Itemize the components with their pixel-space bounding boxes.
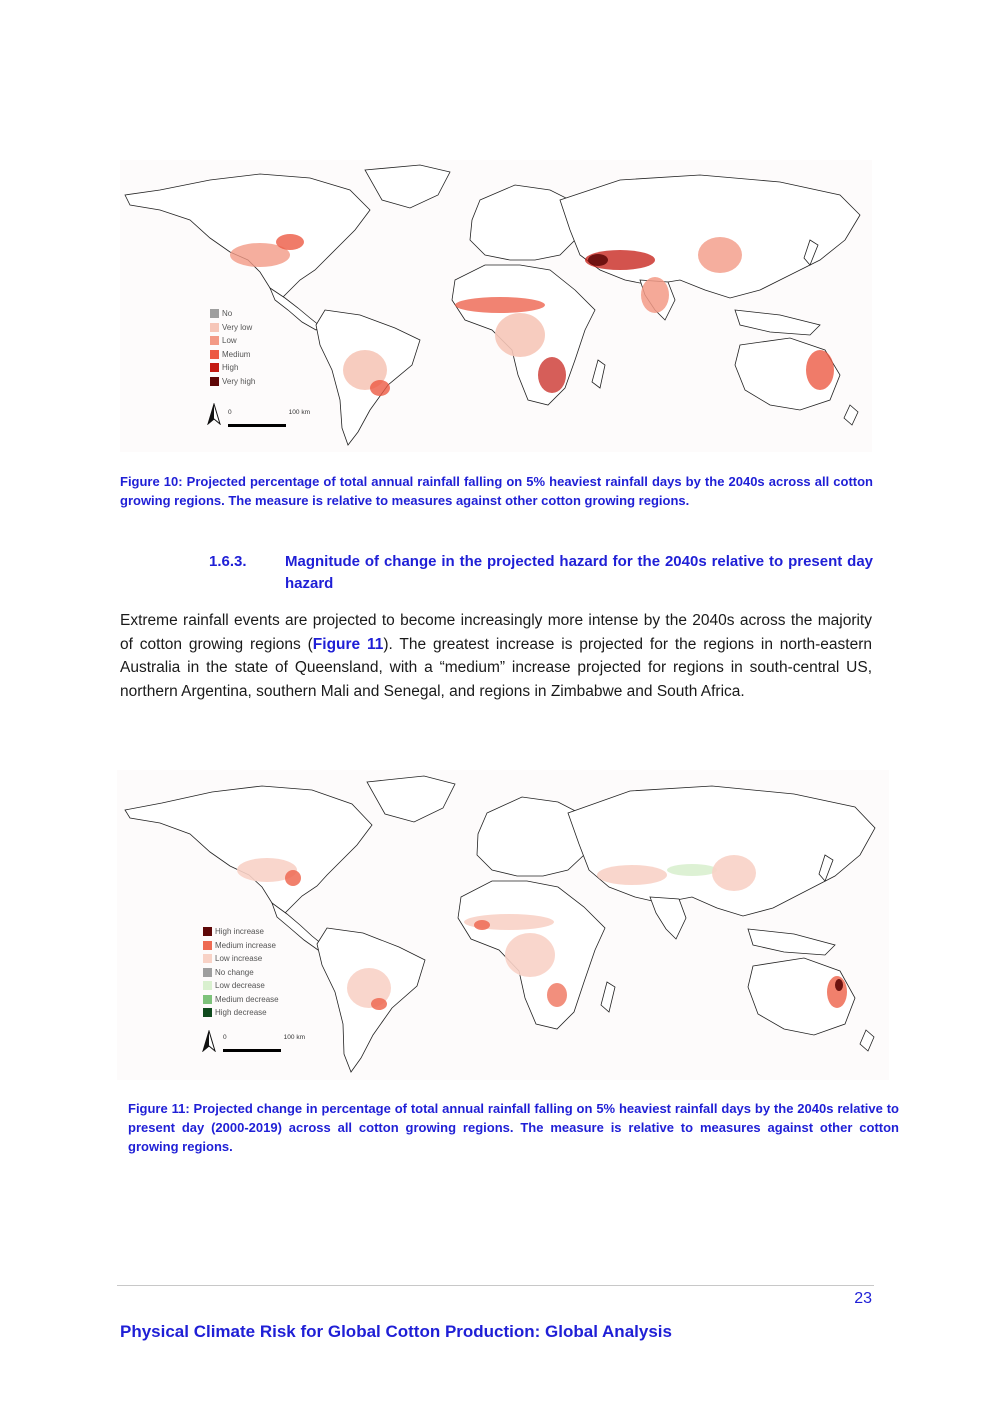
legend-label: High <box>222 363 239 372</box>
section-number: 1.6.3. <box>209 553 247 570</box>
legend-item <box>203 939 279 953</box>
legend-item <box>210 307 255 321</box>
legend-swatch <box>210 377 219 386</box>
greenland-landmass <box>365 165 450 208</box>
scale-start-label: 0 <box>223 1034 227 1041</box>
legend-item <box>210 334 255 348</box>
legend-label: Low <box>222 336 237 345</box>
north-arrow-icon <box>206 403 222 425</box>
legend-label: Low increase <box>215 954 263 963</box>
asia-landmass <box>560 175 860 298</box>
north-america-landmass <box>125 786 372 916</box>
legend-swatch <box>203 941 212 950</box>
legend-label: Very low <box>222 322 253 332</box>
figure-10-caption: Figure 10: Projected percentage of total annual rainfall falling on 5% heaviest rainfall days by the 2040s across all cotton growing regions. The measure is relative to measures against other cotton growing regions. <box>120 474 873 508</box>
legend-label: No <box>222 309 233 318</box>
figure-11-caption: Figure 11: Projected change in percentage of total annual rainfall falling on 5% heaviest rainfall days by the 2040s relative to present day (2000-2019) across all cotton growing regions. The measure is relative to measures against other cotton growing regions. <box>128 1101 899 1154</box>
legend-item <box>210 321 255 335</box>
page-number: 23 <box>854 1290 872 1307</box>
legend-label: High increase <box>215 927 264 936</box>
legend-label: No change <box>215 967 254 977</box>
legend-swatch <box>210 363 219 372</box>
scale-start-label: 0 <box>228 409 232 416</box>
legend-swatch <box>210 309 219 318</box>
legend-swatch <box>203 927 212 936</box>
legend-item <box>203 993 279 1007</box>
figure-11-link[interactable]: Figure 11 <box>312 635 384 653</box>
legend-label: Medium <box>222 349 251 359</box>
body-paragraph <box>120 609 872 703</box>
legend-label: Low decrease <box>215 981 265 990</box>
legend-item <box>210 375 255 389</box>
legend-item <box>210 361 255 375</box>
scale-end-label: 100 km <box>283 1034 305 1041</box>
legend-item <box>203 1006 279 1020</box>
legend-item <box>203 966 279 980</box>
legend-item <box>203 925 279 939</box>
legend-swatch <box>210 336 219 345</box>
madagascar-landmass <box>601 982 615 1012</box>
se-asia-islands <box>735 310 820 335</box>
figure-10-legend <box>210 307 255 388</box>
legend-item <box>203 952 279 966</box>
paragraph-text-start: Extreme rainfall events are projected to become increasingly more intense by the 2040s across the majority of cotton growing regions ( <box>120 612 872 653</box>
legend-swatch <box>203 968 212 977</box>
footer-title: Physical Climate Risk for Global Cotton Production: Global Analysis <box>120 1322 672 1341</box>
legend-swatch <box>203 1008 212 1017</box>
greenland-landmass <box>367 776 455 822</box>
legend-swatch <box>203 981 212 990</box>
legend-label: Very high <box>222 376 256 386</box>
legend-label: Medium increase <box>215 940 276 950</box>
scale-bar <box>228 409 310 427</box>
india-landmass <box>650 897 686 939</box>
legend-swatch <box>210 350 219 359</box>
central-america-landmass <box>272 903 323 950</box>
footer-divider <box>117 1285 874 1286</box>
section-title: Magnitude of change in the projected hazard for the 2040s relative to present day hazard <box>285 553 873 592</box>
legend-item <box>210 348 255 362</box>
scale-end-label: 100 km <box>288 409 310 416</box>
north-arrow-icon <box>201 1030 217 1052</box>
new-zealand-landmass <box>844 405 858 425</box>
legend-label: High decrease <box>215 1008 267 1017</box>
north-america-landmass <box>125 174 370 300</box>
se-asia-islands <box>748 929 835 955</box>
legend-label: Medium decrease <box>215 994 279 1004</box>
legend-swatch <box>210 323 219 332</box>
central-america-landmass <box>270 288 320 330</box>
asia-landmass <box>568 786 875 916</box>
new-zealand-landmass <box>860 1030 874 1051</box>
madagascar-landmass <box>592 360 605 388</box>
legend-swatch <box>203 954 212 963</box>
legend-item <box>203 979 279 993</box>
paragraph-text-end: ). The greatest increase is projected for the regions in north-eastern Australia in the state of Queensland, with a “medium” increase projected for regions in south-central US, northern Argentina, southern Mali and Senegal, and regions in Zimbabwe and South Africa. <box>120 635 872 700</box>
figure-11-legend <box>203 925 279 1020</box>
scale-bar <box>223 1034 305 1052</box>
legend-swatch <box>203 995 212 1004</box>
